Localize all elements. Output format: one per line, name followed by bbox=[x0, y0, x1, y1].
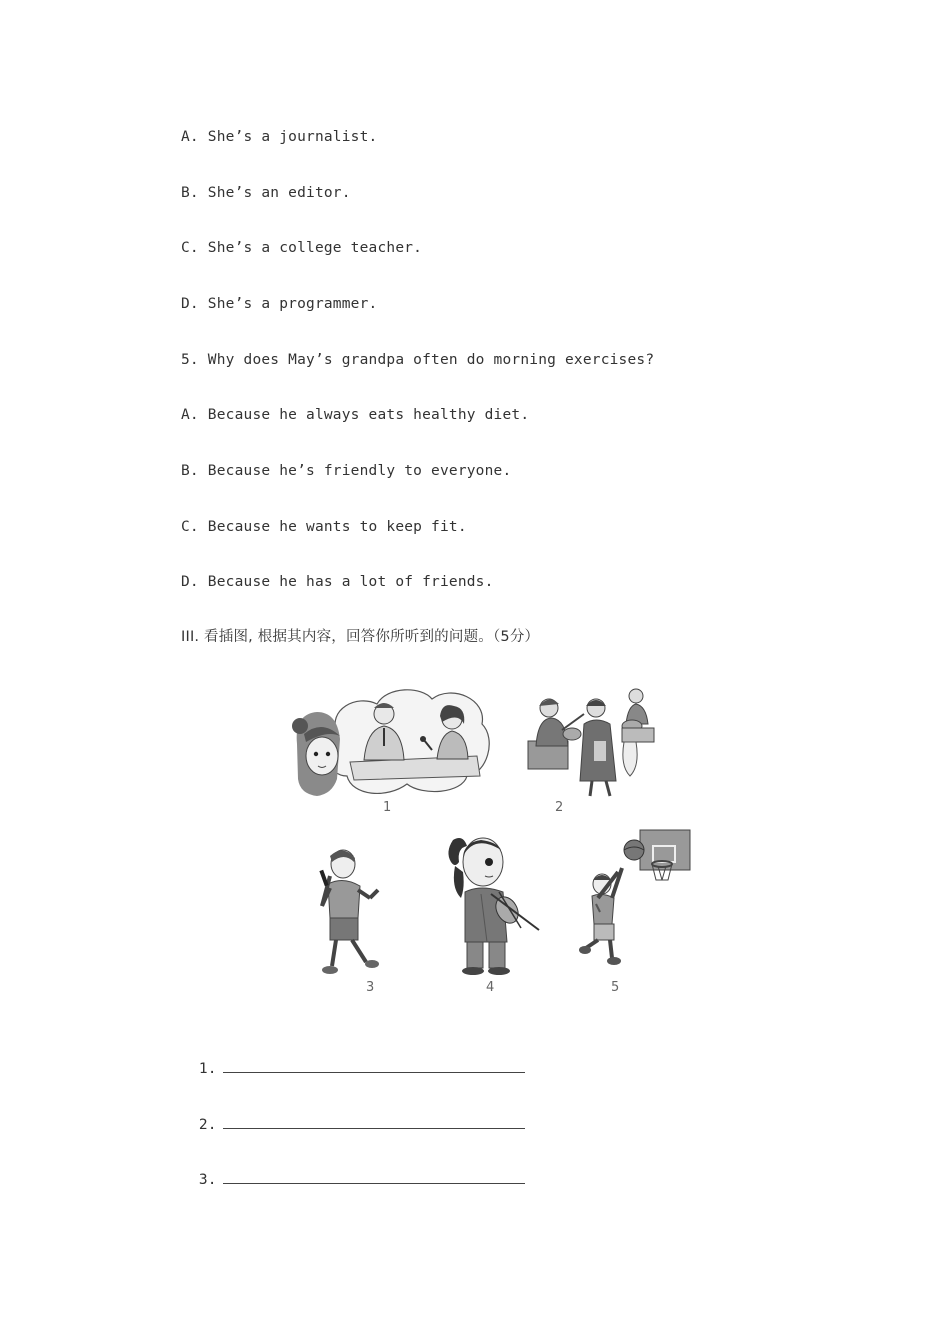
q5-option-b: B. Because he’s friendly to everyone. bbox=[181, 463, 512, 479]
answer-number-3: 3. bbox=[198, 1172, 217, 1188]
picture-number-5: 5 bbox=[611, 980, 620, 995]
girl-violin-illustration bbox=[441, 832, 546, 977]
answer-line-1 bbox=[181, 1038, 525, 1079]
boy-singing-illustration bbox=[308, 846, 388, 981]
music-band-illustration bbox=[524, 686, 659, 801]
section-3-heading: III. 看插图, 根据其内容，回答你所听到的问题。（5分） bbox=[181, 629, 540, 645]
picture-number-1: 1 bbox=[383, 800, 392, 815]
picture-number-2: 2 bbox=[555, 800, 564, 815]
answer-blank-3[interactable] bbox=[223, 1169, 525, 1184]
q4-option-b: B. She’s an editor. bbox=[181, 185, 351, 201]
q5-option-a: A. Because he always eats healthy diet. bbox=[181, 407, 530, 423]
answer-line-2 bbox=[181, 1094, 525, 1135]
q4-option-c: C. She’s a college teacher. bbox=[181, 240, 423, 256]
q5-question: 5. Why does May’s grandpa often do morning exercises? bbox=[181, 352, 655, 368]
dream-interview-illustration bbox=[292, 684, 502, 799]
answer-blank-2[interactable] bbox=[223, 1114, 525, 1129]
picture-number-4: 4 bbox=[486, 980, 495, 995]
answer-line-3 bbox=[181, 1149, 525, 1190]
answer-number-2: 2. bbox=[198, 1117, 217, 1133]
q5-option-d: D. Because he has a lot of friends. bbox=[181, 574, 494, 590]
q4-option-d: D. She’s a programmer. bbox=[181, 296, 378, 312]
q4-option-a: A. She’s a journalist. bbox=[181, 129, 378, 145]
q5-option-c: C. Because he wants to keep fit. bbox=[181, 519, 467, 535]
answer-blank-1[interactable] bbox=[223, 1058, 525, 1073]
boy-basketball-illustration bbox=[578, 828, 693, 973]
answer-number-1: 1. bbox=[198, 1061, 217, 1077]
picture-number-3: 3 bbox=[366, 980, 375, 995]
